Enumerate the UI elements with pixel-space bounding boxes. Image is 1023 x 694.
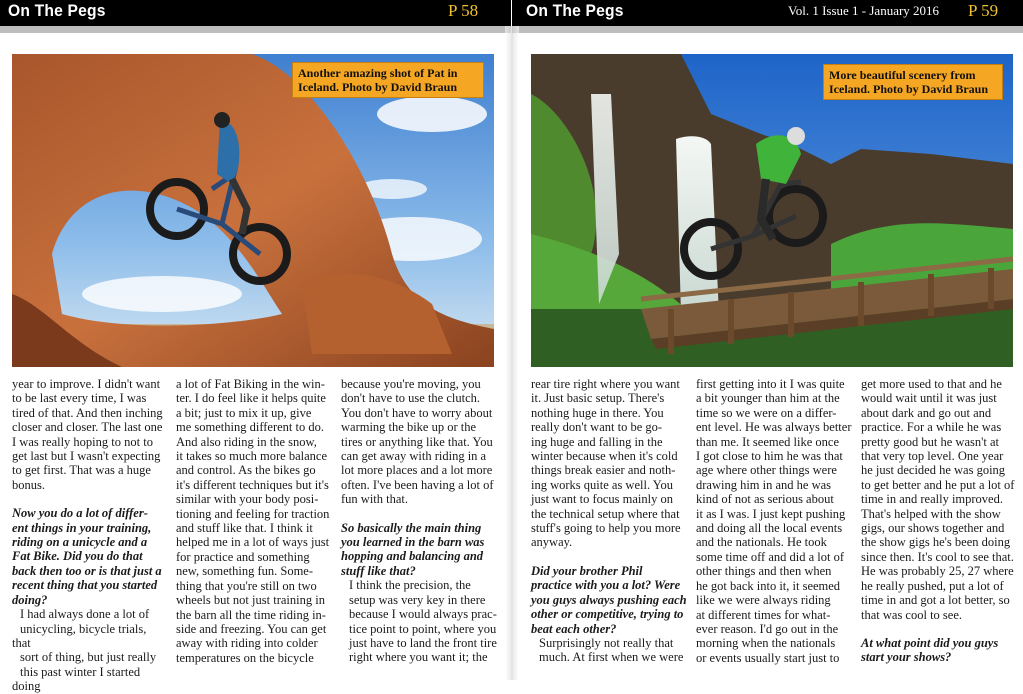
article-paragraph [12,607,168,693]
text-line: I think the precision, the [349,578,471,593]
text-line: to get first. That was a huge [12,463,151,478]
text-line: At what point did you guys [861,635,999,650]
text-line: it takes so much more balance [176,449,327,464]
article-paragraph [341,578,499,664]
text-column [341,377,499,665]
caption-line: Another amazing shot of Pat in [298,66,458,80]
text-line: start your shows? [861,650,952,665]
text-line: and doing all the local events [696,521,843,536]
text-line: the technical setup where that [531,506,680,521]
text-line: gigs, our shows together and [861,521,1005,536]
text-line: and the nationals. He took [696,535,827,550]
magazine-title: On The Pegs [526,1,624,20]
text-line: he just decided he was going [861,463,1006,478]
left-page-header [0,0,511,26]
text-line: and control. As the bikes go [176,463,316,478]
article-paragraph [531,377,689,550]
text-line: anyway. [531,535,573,550]
text-line: stuff's going to help you more [531,521,681,536]
caption-line: Iceland. Photo by David Braun [298,80,458,94]
text-line: recent thing that you started [12,578,158,593]
text-line: things break easier and noth- [531,463,676,478]
right-page-header [512,0,1023,26]
photo-pat-arch [12,54,494,367]
text-line: time in and really improved. [861,492,1003,507]
photo-caption [292,62,484,98]
text-line: the show gigs he's been doing [861,535,1011,550]
text-line: time so we were on a differ- [696,405,837,420]
text-line: pretty good but he wasn't at [861,434,999,449]
text-line: ent things in your training, [12,520,152,535]
text-line: back then too or is that just a [12,563,162,578]
waterfall-photo-illustration [531,54,1013,367]
text-line: get last but I wasn't expecting [12,449,161,464]
text-line: sort of thing, but just really [20,650,157,665]
text-line: tired of that. And then inching [12,405,163,420]
text-line: ent level. He was always better [696,420,852,435]
text-column [861,377,1023,665]
text-line: at different times for what- [696,607,831,622]
text-line: And also riding in the snow, [176,434,317,449]
text-line: time in and got a lot better, so [861,593,1010,608]
left-page [0,0,511,694]
text-line: you guys always pushing each [531,592,687,607]
text-line: tires or anything like that. You [341,434,493,449]
text-line: about dark and go out and [861,405,992,420]
text-line: ter. I do feel like it helps quite [176,391,326,406]
text-line: me something different to do. [176,420,325,435]
text-line: drawing him in and he was [696,477,832,492]
text-line: much. At first when we were [539,650,684,665]
text-line: age where other things were [696,463,837,478]
text-line: ing huge and falling in the [531,434,663,449]
photo-caption [823,64,1003,100]
text-line: you learned in the barn was [341,535,485,550]
text-line: That's helped with the show [861,506,1001,521]
text-line: or events usually start just to [696,650,840,665]
text-line: fun with that. [341,492,409,507]
text-line: new, something fun. Some- [176,564,314,579]
text-line: kind of not as serious about [696,492,834,507]
text-line: doing? [12,592,48,607]
text-line: a lot of Fat Biking in the win- [176,377,325,391]
header-band [0,26,511,33]
text-line: and stuff like that. I think it [176,521,313,536]
photo-waterfall-bridge [531,54,1013,367]
text-line: just want to focus mainly on [531,492,673,507]
article-paragraph [176,377,334,665]
text-line: I had always done a lot of [20,607,150,622]
text-line: I got close to him he was that [696,449,843,464]
text-line: would wait until it was just [861,391,997,406]
text-column [531,377,689,665]
page-gutter [505,26,519,680]
article-paragraph [341,377,499,507]
caption-line: More beautiful scenery from [829,68,976,82]
text-line: away with riding into colder [176,636,318,651]
text-line: lot more places and a lot more [341,463,493,478]
text-line: side and freezing. You can get [176,621,327,636]
text-line: helped me in a lot of ways just [176,535,330,550]
text-line: right where you want it; the [349,650,488,665]
text-line: I was really hoping to not to [12,434,153,449]
article-paragraph [861,377,1023,622]
text-line: other things and then when [696,564,832,579]
text-line: hopping and balancing and [341,549,484,564]
text-line: it as I was. I just kept pushing [696,506,846,521]
right-page [512,0,1023,680]
text-line: this past winter I started doing [12,664,141,694]
interview-question [531,564,689,636]
text-column [12,377,168,694]
text-line: to get better and he put a lot of [861,477,1015,492]
text-line: for practice and something [176,549,310,564]
text-line: morning when the nationals [696,636,836,651]
text-line: to be last every time, I was [12,391,147,406]
text-line: just have to land the front tire [349,635,497,650]
article-paragraph [12,377,168,492]
text-line: other or competitive, trying to [531,607,684,622]
text-line: rear tire right where you want [531,377,680,391]
text-line: warming the bike up or the [341,420,477,435]
interview-question [341,521,499,579]
text-line: year to improve. I didn't want [12,377,161,391]
text-line: winter because when it's cold [531,449,678,464]
text-line: can get away with riding in a [341,449,487,464]
text-line: bonus. [12,477,45,492]
page-number: P 59 [968,1,999,20]
text-line: riding on a unicycle and a [12,535,148,550]
interview-question [12,506,168,607]
interview-question [861,636,1023,665]
text-line: practice. For a while he was [861,420,1002,435]
text-line: like we were always riding [696,593,831,608]
caption-line: Iceland. Photo by David Braun [829,82,989,96]
text-line: don't have to use the clutch. [341,391,481,406]
text-line: tioning and feeling for traction [176,506,330,521]
text-line: than me. It seemed like once [696,434,839,449]
header-band [512,26,1023,33]
text-line: wheels but not just training in [176,593,325,608]
text-line: nothing huge in there. You [531,405,664,420]
text-line: because you're moving, you [341,377,481,391]
text-line: often. I've been having a lot of [341,477,494,492]
text-line: really don't want to be go- [531,420,663,435]
article-paragraph [696,377,856,665]
text-line: ever reason. I'd go out in the [696,621,839,636]
article-paragraph [531,636,689,665]
text-line: beat each other? [531,621,617,636]
text-line: Now you do a lot of differ- [12,506,148,521]
text-line: he got back into it, it seemed [696,578,841,593]
text-column [176,377,334,665]
text-line: practice with you a lot? Were [531,578,681,593]
text-line: setup was very key in there [349,592,486,607]
issue-info: Vol. 1 Issue 1 - January 2016 [788,3,940,18]
text-line: thing that you're still on two [176,578,317,593]
text-line: similar with your body posi- [176,492,319,507]
text-line: that was cool to see. [861,607,963,622]
text-line: unicycling, bicycle trials, that [12,621,147,650]
text-line: tice point to point, where you [349,621,497,636]
text-line: because I would always prac- [349,607,497,622]
text-line: he really pushed, put a lot of [861,578,1004,593]
text-line: get more used to that and he [861,377,1002,391]
text-line: So basically the main thing [341,520,482,535]
text-line: the barn all the time riding in- [176,607,326,622]
text-line: a bit younger than him at the [696,391,840,406]
text-line: temperatures on the bicycle [176,650,314,665]
text-line: Surprisingly not really that [539,635,674,650]
text-line: closer and closer. The last one [12,420,163,435]
text-line: it's different techniques but it's [176,477,329,492]
text-line: since then. It's cool to see that. [861,549,1014,564]
text-line: Fat Bike. Did you do that [12,549,143,564]
text-line: stuff like that? [341,563,416,578]
text-line: that very top level. One year [861,449,1004,464]
text-line: He was probably 25, 27 where [861,564,1014,579]
magazine-title: On The Pegs [8,1,106,20]
text-line: some time off and did a lot of [696,549,845,564]
text-line: ing works quite as well. You [531,477,674,492]
arch-photo-illustration [12,54,494,367]
text-column [696,377,856,665]
text-line: Did your brother Phil [531,563,643,578]
page-number: P 58 [448,1,479,20]
text-line: a bit; just to mix it up, give [176,405,312,420]
text-line: You don't have to worry about [341,405,493,420]
text-line: first getting into it I was quite [696,377,845,391]
text-line: it. Just basic setup. There's [531,391,665,406]
